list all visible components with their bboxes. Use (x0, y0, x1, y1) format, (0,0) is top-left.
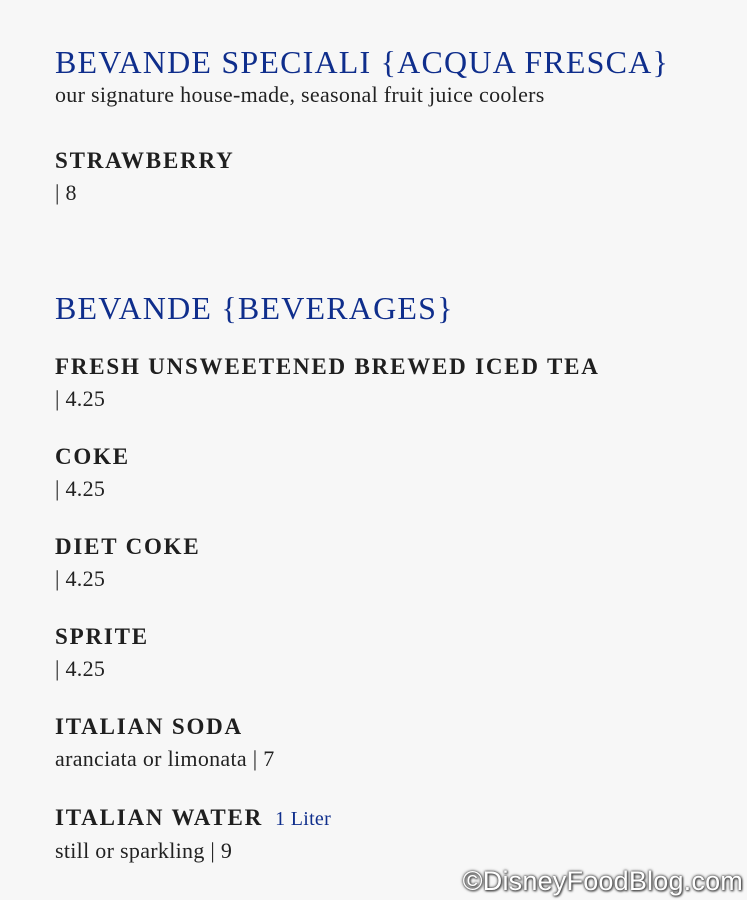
item-size-note: 1 Liter (275, 808, 332, 830)
item-name: COKE (55, 444, 130, 469)
section-title-acqua-fresca: BEVANDE SPECIALI {ACQUA FRESCA} (55, 44, 670, 80)
watermark: ©DisneyFoodBlog.com (462, 866, 743, 896)
item-name: ITALIAN SODA (55, 714, 243, 739)
menu-item-sprite (55, 624, 149, 682)
item-name: ITALIAN WATER (55, 805, 264, 830)
item-name: DIET COKE (55, 534, 201, 559)
item-price: still or sparkling | 9 (55, 838, 233, 863)
item-name-row (55, 805, 331, 832)
item-price: | 4.25 (55, 476, 106, 501)
item-name: STRAWBERRY (55, 148, 235, 173)
menu-item-italian-soda (55, 714, 275, 772)
menu-item-strawberry (55, 148, 235, 206)
menu-item-italian-water (55, 805, 331, 864)
section-title-beverages: BEVANDE {BEVERAGES} (55, 290, 454, 326)
item-name: FRESH UNSWEETENED BREWED ICED TEA (55, 354, 600, 379)
item-price: aranciata or limonata | 7 (55, 746, 275, 771)
item-name: SPRITE (55, 624, 149, 649)
section-description: our signature house-made, seasonal fruit juice coolers (55, 82, 545, 107)
menu-item-diet-coke (55, 534, 201, 592)
item-price: | 8 (55, 180, 77, 205)
menu-item-coke (55, 444, 130, 502)
item-price: | 4.25 (55, 566, 106, 591)
item-price: | 4.25 (55, 386, 106, 411)
item-price: | 4.25 (55, 656, 106, 681)
menu-item-iced-tea (55, 354, 600, 412)
